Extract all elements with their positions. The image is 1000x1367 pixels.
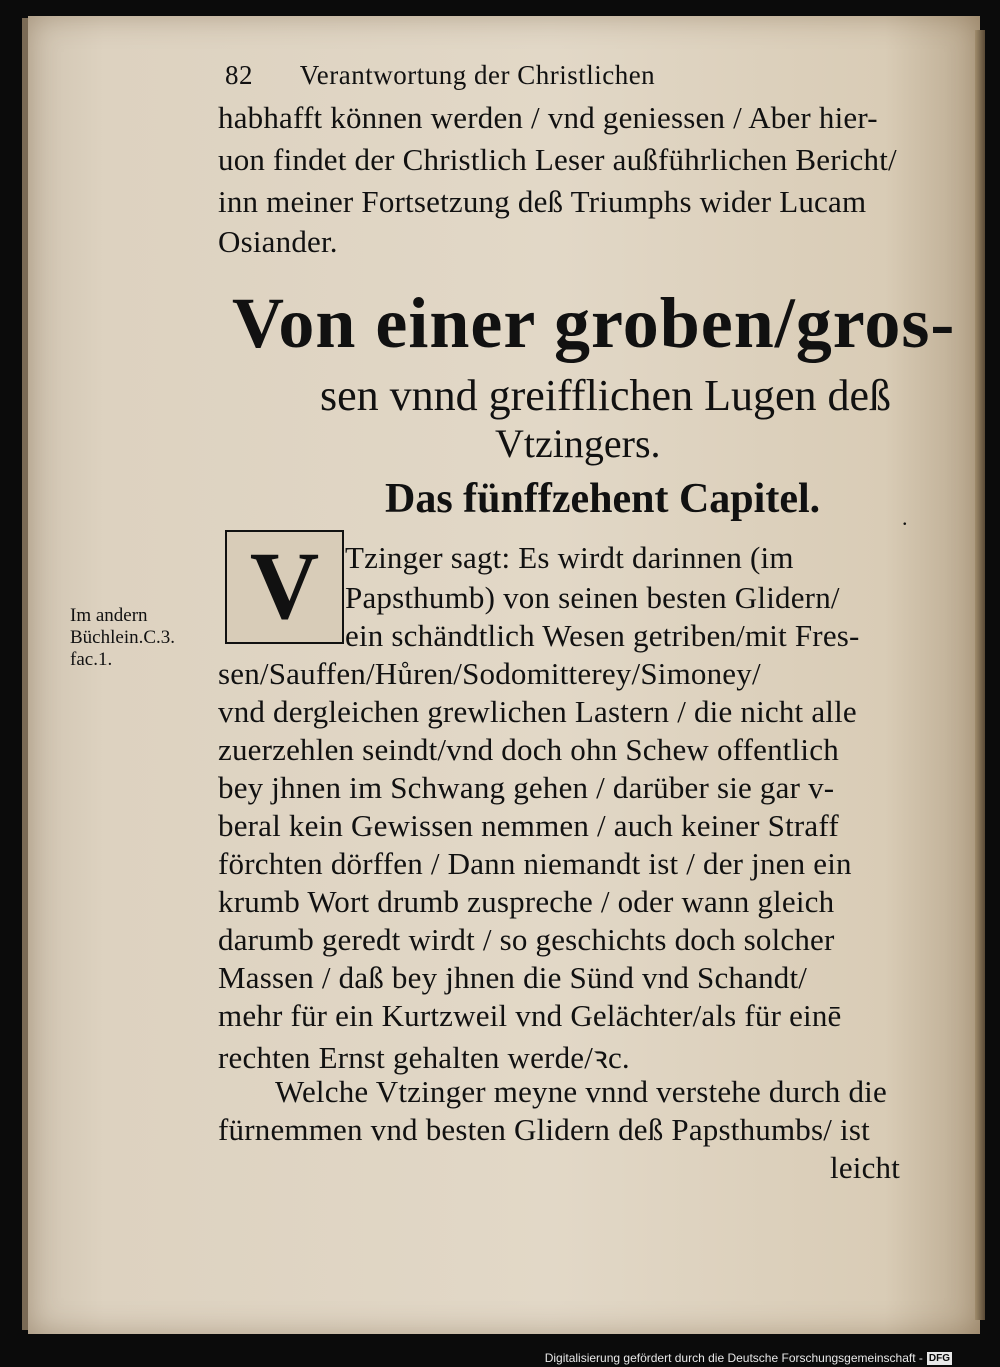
- drop-cap: V: [225, 530, 344, 644]
- running-header: [225, 60, 655, 91]
- paragraph-line: zuerzehlen seindt/vnd doch ohn Schew offentlich: [218, 732, 839, 767]
- paragraph-line: fürnemmen vnd besten Glidern deß Papsthumbs/ ist: [218, 1112, 870, 1147]
- opening-line: Osiander.: [218, 224, 338, 259]
- paragraph-line: Papsthumb) von seinen besten Glidern/: [345, 580, 840, 615]
- heading-line-3: Vtzingers.: [495, 421, 661, 466]
- paragraph-line: krumb Wort drumb zuspreche / oder wann gleich: [218, 884, 835, 919]
- paragraph-line: bey jhnen im Schwang gehen / darüber sie gar v-: [218, 770, 835, 805]
- opening-line: inn meiner Fortsetzung deß Triumphs wider Lucam: [218, 184, 867, 219]
- paragraph-line: darumb geredt wirdt / so geschichts doch solcher: [218, 922, 835, 957]
- dfg-logo-icon: DFG: [928, 1352, 950, 1364]
- margin-note-line: Im andern: [70, 605, 148, 626]
- decorative-dot: .: [902, 505, 908, 530]
- opening-line: uon findet der Christlich Leser außführlichen Bericht/: [218, 142, 897, 177]
- paragraph-line: Welche Vtzinger meyne vnnd verstehe durch die: [275, 1074, 887, 1109]
- paragraph-line: ein schändtlich Wesen getriben/mit Fres-: [345, 618, 860, 653]
- page-number: 82: [225, 60, 253, 90]
- footer-credit: Digitalisierung gefördert durch die Deutsche Forschungsgemeinschaft -: [544, 1351, 923, 1365]
- paragraph-line: sen/Sauffen/Hůren/Sodomitterey/Simoney/: [218, 656, 761, 691]
- paragraph-line: Tzinger sagt: Es wirdt darinnen (im: [345, 540, 794, 575]
- opening-line: habhafft können werden / vnd geniessen / Aber hier-: [218, 100, 878, 135]
- chapter-title: Das fünffzehent Capitel.: [385, 476, 821, 522]
- paragraph-line: förchten dörffen / Dann niemandt ist / der jnen ein: [218, 846, 852, 881]
- catchword: leicht: [830, 1150, 901, 1185]
- paragraph-line: beral kein Gewissen nemmen / auch keiner Straff: [218, 808, 839, 843]
- heading-line-2: sen vnnd greifflichen Lugen deß: [320, 371, 892, 420]
- page-edge-shadow: [975, 30, 985, 1320]
- margin-note-line: fac.1.: [70, 649, 113, 670]
- margin-note-line: Büchlein.C.3.: [70, 627, 176, 648]
- paragraph-line: mehr für ein Kurtzweil vnd Gelächter/als für einē: [218, 998, 842, 1033]
- paragraph-line: rechten Ernst gehalten werde/ꝛc.: [218, 1040, 630, 1075]
- digitization-footer: [545, 1351, 952, 1365]
- running-head-title: Verantwortung der Christlichen: [299, 60, 656, 90]
- paragraph-line: vnd dergleichen grewlichen Lastern / die nicht alle: [218, 694, 857, 729]
- heading-line-1: Von einer groben/gros-: [232, 283, 956, 363]
- paragraph-line: Massen / daß bey jhnen die Sünd vnd Schandt/: [218, 960, 808, 995]
